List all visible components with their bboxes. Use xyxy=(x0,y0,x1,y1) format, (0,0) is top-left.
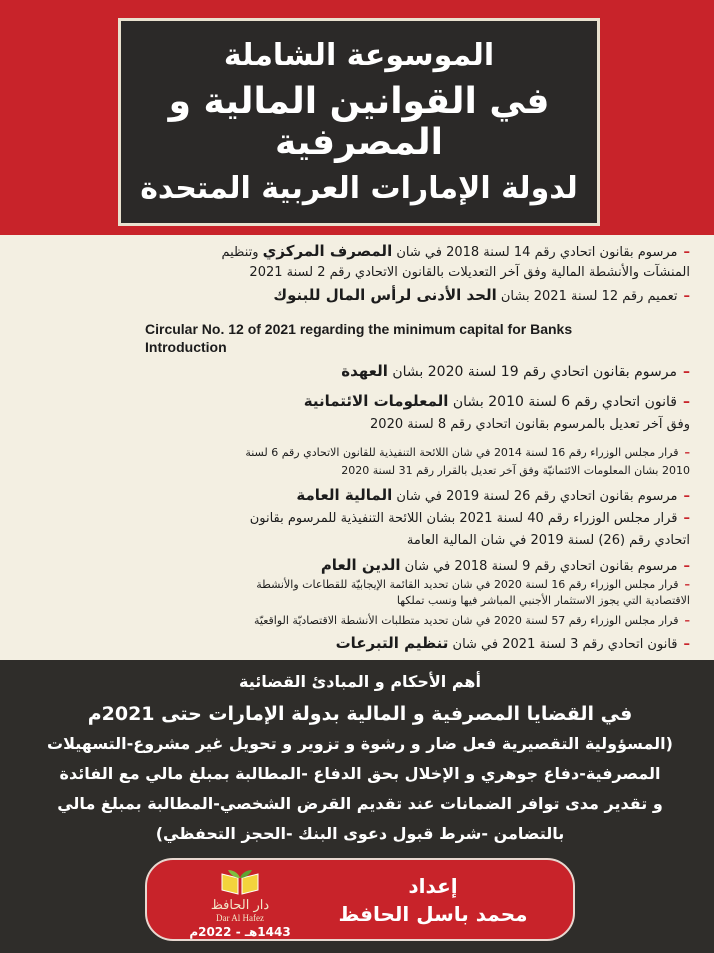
bullet-dash-icon: – xyxy=(684,446,690,459)
bullet-dash-icon: – xyxy=(683,511,690,526)
list-item: –مرسوم بقانون اتحادي رقم 26 لسنة 2019 في شان المالية العامة xyxy=(296,486,690,504)
list-item: اتحادي رقم (26) لسنة 2019 في شان المالية العامة xyxy=(406,533,690,548)
title-box xyxy=(118,18,600,226)
list-item: –تعميم رقم 12 لسنة 2021 بشان الحد الأدنى لرأس المال للبنوك xyxy=(273,286,690,304)
list-item: –قرار مجلس الوزراء رقم 57 لسنة 2020 في شان تحديد متطلبات الأنشطة الاقتصاديّة الواقعيّة xyxy=(254,614,690,627)
publisher-logo xyxy=(185,868,295,940)
bullet-dash-icon: – xyxy=(683,364,690,380)
title-line-3: لدولة الإمارات العربية المتحدة xyxy=(140,171,578,206)
list-item: –قانون اتحادي رقم 6 لسنة 2010 بشان المعلومات الائتمانية xyxy=(303,392,690,410)
author-credit xyxy=(323,872,543,928)
list-item: وفق آخر تعديل بالمرسوم بقانون اتحادي رقم 8 لسنة 2020 xyxy=(370,417,690,432)
cases-line-4: و تقدير مدى توافر الضمانات عند تقديم القرض الشخصي-المطالبة بمبلغ مالي xyxy=(57,794,663,813)
bullet-dash-icon: – xyxy=(683,489,690,504)
list-item: المنشآت والأنشطة المالية وفق آخر التعديلات بالقانون الاتحادي رقم 2 لسنة 2021 xyxy=(249,265,690,280)
title-line-2: في القوانين المالية و المصرفية xyxy=(168,81,550,163)
publisher-name-en: Dar Al Hafez xyxy=(216,913,264,923)
author-box xyxy=(145,858,575,941)
judicial-principles-section xyxy=(40,672,680,849)
list-item: –قرار مجلس الوزراء رقم 40 لسنة 2021 بشان اللائحة التنفيذية للمرسوم بقانون xyxy=(249,511,690,526)
book-leaf-logo-icon xyxy=(218,868,262,898)
bullet-dash-icon: – xyxy=(684,614,690,627)
cases-heading: أهم الأحكام و المبادئ القضائية xyxy=(239,672,481,691)
list-item: –مرسوم بقانون اتحادي رقم 14 لسنة 2018 في شان المصرف المركزي وتنظيم xyxy=(221,242,690,260)
bullet-dash-icon: – xyxy=(683,559,690,574)
list-item: –مرسوم بقانون اتحادي رقم 19 لسنة 2020 بشان العهدة xyxy=(341,362,690,380)
list-item: –قانون اتحادي رقم 3 لسنة 2021 في شان تنظيم التبرعات xyxy=(335,634,690,652)
author-name: محمد باسل الحافظ xyxy=(338,902,528,926)
circular-english-text: Circular No. 12 of 2021 regarding the minimum capital for Banks Introduction xyxy=(145,321,573,355)
cases-line-1: في القضايا المصرفية و المالية بدولة الإمارات حتى 2021م xyxy=(87,703,633,725)
cases-line-3: المصرفية-دفاع جوهري و الإخلال بحق الدفاع -المطالبة بمبلغ مالي مع الفائدة xyxy=(59,764,661,783)
bullet-dash-icon: – xyxy=(683,394,690,410)
list-item: –قرار مجلس الوزراء رقم 16 لسنة 2020 في شان تحديد القائمة الإيجابيّة للقطاعات والأنشطة xyxy=(256,578,690,591)
list-item: –قرار مجلس الوزراء رقم 16 لسنة 2014 في شان اللائحة التنفيذية للقانون الاتحادي رقم 6 لسنة xyxy=(245,446,690,459)
bullet-dash-icon: – xyxy=(683,289,690,304)
cases-line-5: بالتضامن -شرط قبول دعوى البنك -الحجز التحفظي) xyxy=(155,824,565,843)
bullet-dash-icon: – xyxy=(684,578,690,591)
cases-line-2: (المسؤولية التقصيرية فعل ضار و رشوة و تزوير و تحويل غير مشروع-التسهيلات xyxy=(47,734,673,753)
list-item: –مرسوم بقانون اتحادي رقم 9 لسنة 2018 في شان الدين العام xyxy=(320,556,690,574)
publisher-name-ar: دار الحافظ xyxy=(210,898,270,913)
bullet-dash-icon: – xyxy=(683,245,690,260)
author-label: إعداد xyxy=(408,874,458,898)
publication-year: 1443هـ - 2022م xyxy=(189,925,291,939)
list-item: الاقتصادية التي يجوز الاستثمار الأجنبي المباشر فيها ونسب تملكها xyxy=(396,594,690,607)
list-item: 2010 بشان المعلومات الائتمانيّة وفق آخر تعديل بالقرار رقم 31 لسنة 2020 xyxy=(341,464,690,477)
title-line-1: الموسوعة الشاملة xyxy=(223,38,495,73)
bullet-dash-icon: – xyxy=(683,637,690,652)
